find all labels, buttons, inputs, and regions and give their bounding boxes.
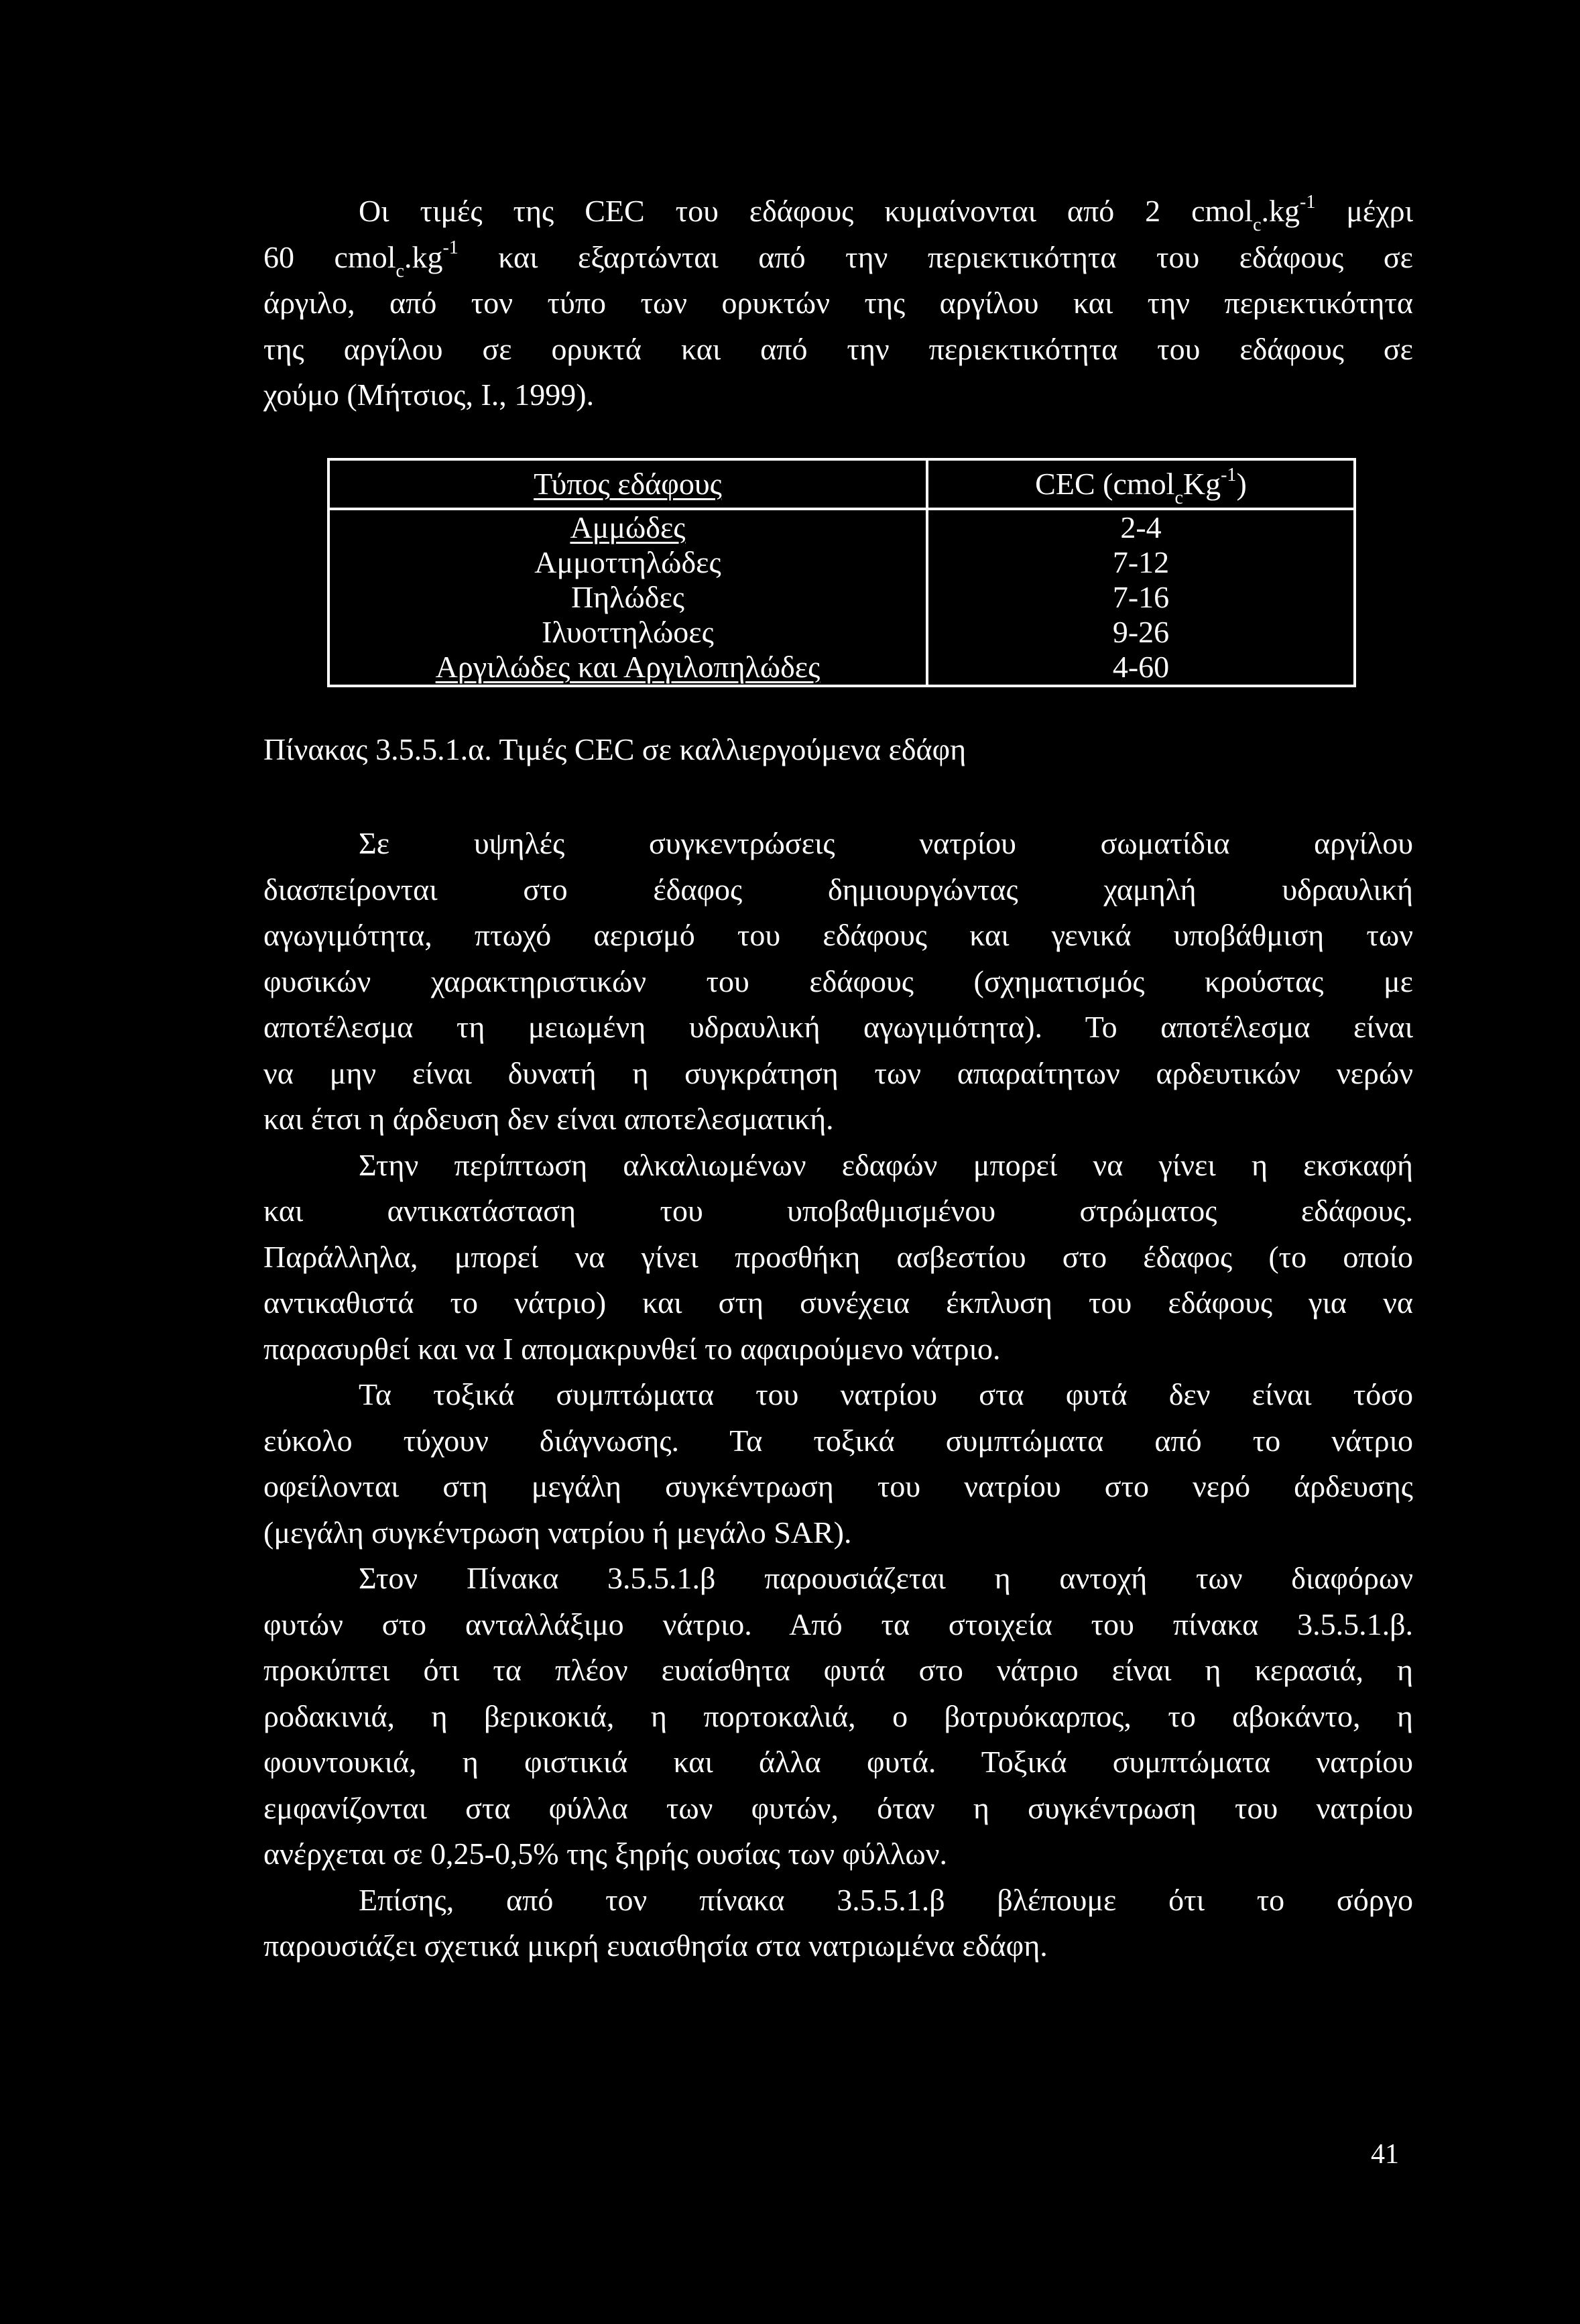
text-line: (μεγάλη συγκέντρωση νατρίου ή μεγάλο SAR). (263, 1515, 852, 1550)
table-row (328, 650, 1355, 686)
soil-cell: Αμμοττηλώδες (328, 545, 927, 580)
body-text (263, 821, 1413, 1969)
text-line: φουντουκιά, η φιστικιά και άλλα φυτά. Τοξικά συμπτώματα νατρίου (263, 1745, 1413, 1779)
table-caption: Πίνακας 3.5.5.1.α. Τιμές CEC σε καλλιεργούμενα εδάφη (263, 732, 967, 766)
text-line: διασπείρονται στο έδαφος δημιουργώντας χαμηλή υδραυλική (263, 872, 1413, 907)
table-row (328, 509, 1355, 545)
paragraph-3 (263, 1372, 1413, 1556)
soil-cell: Αργιλώδες και Αργιλοπηλώδες (328, 650, 927, 686)
page-number: 41 (1371, 2139, 1399, 2170)
soil-cell: Πηλώδες (328, 580, 927, 615)
text-line: και έτσι η άρδευση δεν είναι αποτελεσματική. (263, 1102, 834, 1136)
text-line: ροδακινιά, η βερικοκιά, η πορτοκαλιά, ο βοτρυόκαρπος, το αβοκάντο, η (263, 1698, 1413, 1733)
paragraph-4 (263, 1556, 1413, 1877)
text-line: και αντικατάσταση του υποβαθμισμένου στρώματος εδάφους. (263, 1194, 1413, 1228)
text-line: Επίσης, από τον πίνακα 3.5.5.1.β βλέπουμε ότι το σόργο (359, 1882, 1413, 1917)
paragraph-1 (263, 821, 1413, 1143)
text-line: να μην είναι δυνατή η συγκράτηση των απαραίτητων αρδευτικών νερών (263, 1055, 1413, 1090)
cec-cell: 7-12 (927, 545, 1355, 580)
paragraph-5 (263, 1877, 1413, 1969)
header-soil-type: Τύπος εδάφους (328, 459, 927, 509)
cec-cell: 4-60 (927, 650, 1355, 686)
text-line: προκύπτει ότι τα πλέον ευαίσθητα φυτά στο νάτριο είναι η κερασιά, η (263, 1653, 1413, 1687)
cec-cell: 9-26 (927, 615, 1355, 650)
text-line: Στην περίπτωση αλκαλιωμένων εδαφών μπορεί να γίνει η εκσκαφή (359, 1147, 1413, 1182)
intro-line-1: Οι τιμές της CEC του εδάφους κυμαίνονται από 2 $cmol_c.kg^{-1}$ μέχρι (359, 191, 1413, 236)
table-header-row (328, 459, 1355, 509)
text-line: Στον Πίνακα 3.5.5.1.β παρουσιάζεται η αντοχή των διαφόρων (359, 1561, 1413, 1595)
text-line: οφείλονται στη μεγάλη συγκέντρωση του νατρίου στο νερό άρδευσης (263, 1469, 1413, 1503)
text-line: παρασυρθεί και να Ι απομακρυνθεί το αφαιρούμενο νάτριο. (263, 1331, 1001, 1366)
text-line: αγωγιμότητα, πτωχό αερισμό του εδάφους και γενικά υποβάθμιση των (263, 918, 1413, 952)
text-line: Σε υψηλές συγκεντρώσεις νατρίου σωματίδια αργίλου (359, 826, 1413, 860)
intro-paragraph (263, 188, 1413, 418)
cec-cell: 7-16 (927, 580, 1355, 615)
text-line: φυσικών χαρακτηριστικών του εδάφους (σχηματισμός κρούστας με (263, 964, 1413, 998)
text-line: ανέρχεται σε 0,25-0,5% της ξηρής ουσίας των φύλλων. (263, 1837, 947, 1871)
cec-table (327, 458, 1356, 687)
paragraph-2 (263, 1143, 1413, 1373)
text-line: Τα τοξικά συμπτώματα του νατρίου στα φυτά δεν είναι τόσο (359, 1377, 1413, 1411)
intro-line-3: άργιλο, από τον τύπο των ορυκτών της αργίλου και την περιεκτικότητα (263, 286, 1413, 320)
intro-line-5: χούμο (Μήτσιος, Ι., 1999). (263, 377, 595, 412)
soil-cell: Αμμώδες (328, 509, 927, 545)
intro-line-2: 60 $cmol_c.kg^{-1}$ και εξαρτώνται από την περιεκτικότητα του εδάφους σε (263, 237, 1413, 282)
cec-cell: 2-4 (927, 509, 1355, 545)
text-line: εύκολο τύχουν διάγνωσης. Τα τοξικά συμπτώματα από το νάτριο (263, 1423, 1413, 1458)
intro-line-4: της αργίλου σε ορυκτά και από την περιεκτικότητα του εδάφους σε (263, 331, 1413, 366)
text-line: εμφανίζονται στα φύλλα των φυτών, όταν η συγκέντρωση του νατρίου (263, 1790, 1413, 1825)
soil-cell: Ιλυοττηλώοες (328, 615, 927, 650)
text-line: φυτών στο ανταλλάξιμο νάτριο. Από τα στοιχεία του πίνακα 3.5.5.1.β. (263, 1607, 1413, 1641)
header-cec: CEC $(cmol_cKg^{-1})$ (927, 459, 1355, 509)
table-row (328, 615, 1355, 650)
text-line: αποτέλεσμα τη μειωμένη υδραυλική αγωγιμότητα). Το αποτέλεσμα είναι (263, 1010, 1413, 1044)
text-line: παρουσιάζει σχετικά μικρή ευαισθησία στα νατριωμένα εδάφη. (263, 1928, 1048, 1963)
table-row (328, 545, 1355, 580)
table-row (328, 580, 1355, 615)
text-line: Παράλληλα, μπορεί να γίνει προσθήκη ασβεστίου στο έδαφος (το οποίο (263, 1239, 1413, 1274)
text-line: αντικαθιστά το νάτριο) και στη συνέχεια έκπλυση του εδάφους για να (263, 1285, 1413, 1320)
